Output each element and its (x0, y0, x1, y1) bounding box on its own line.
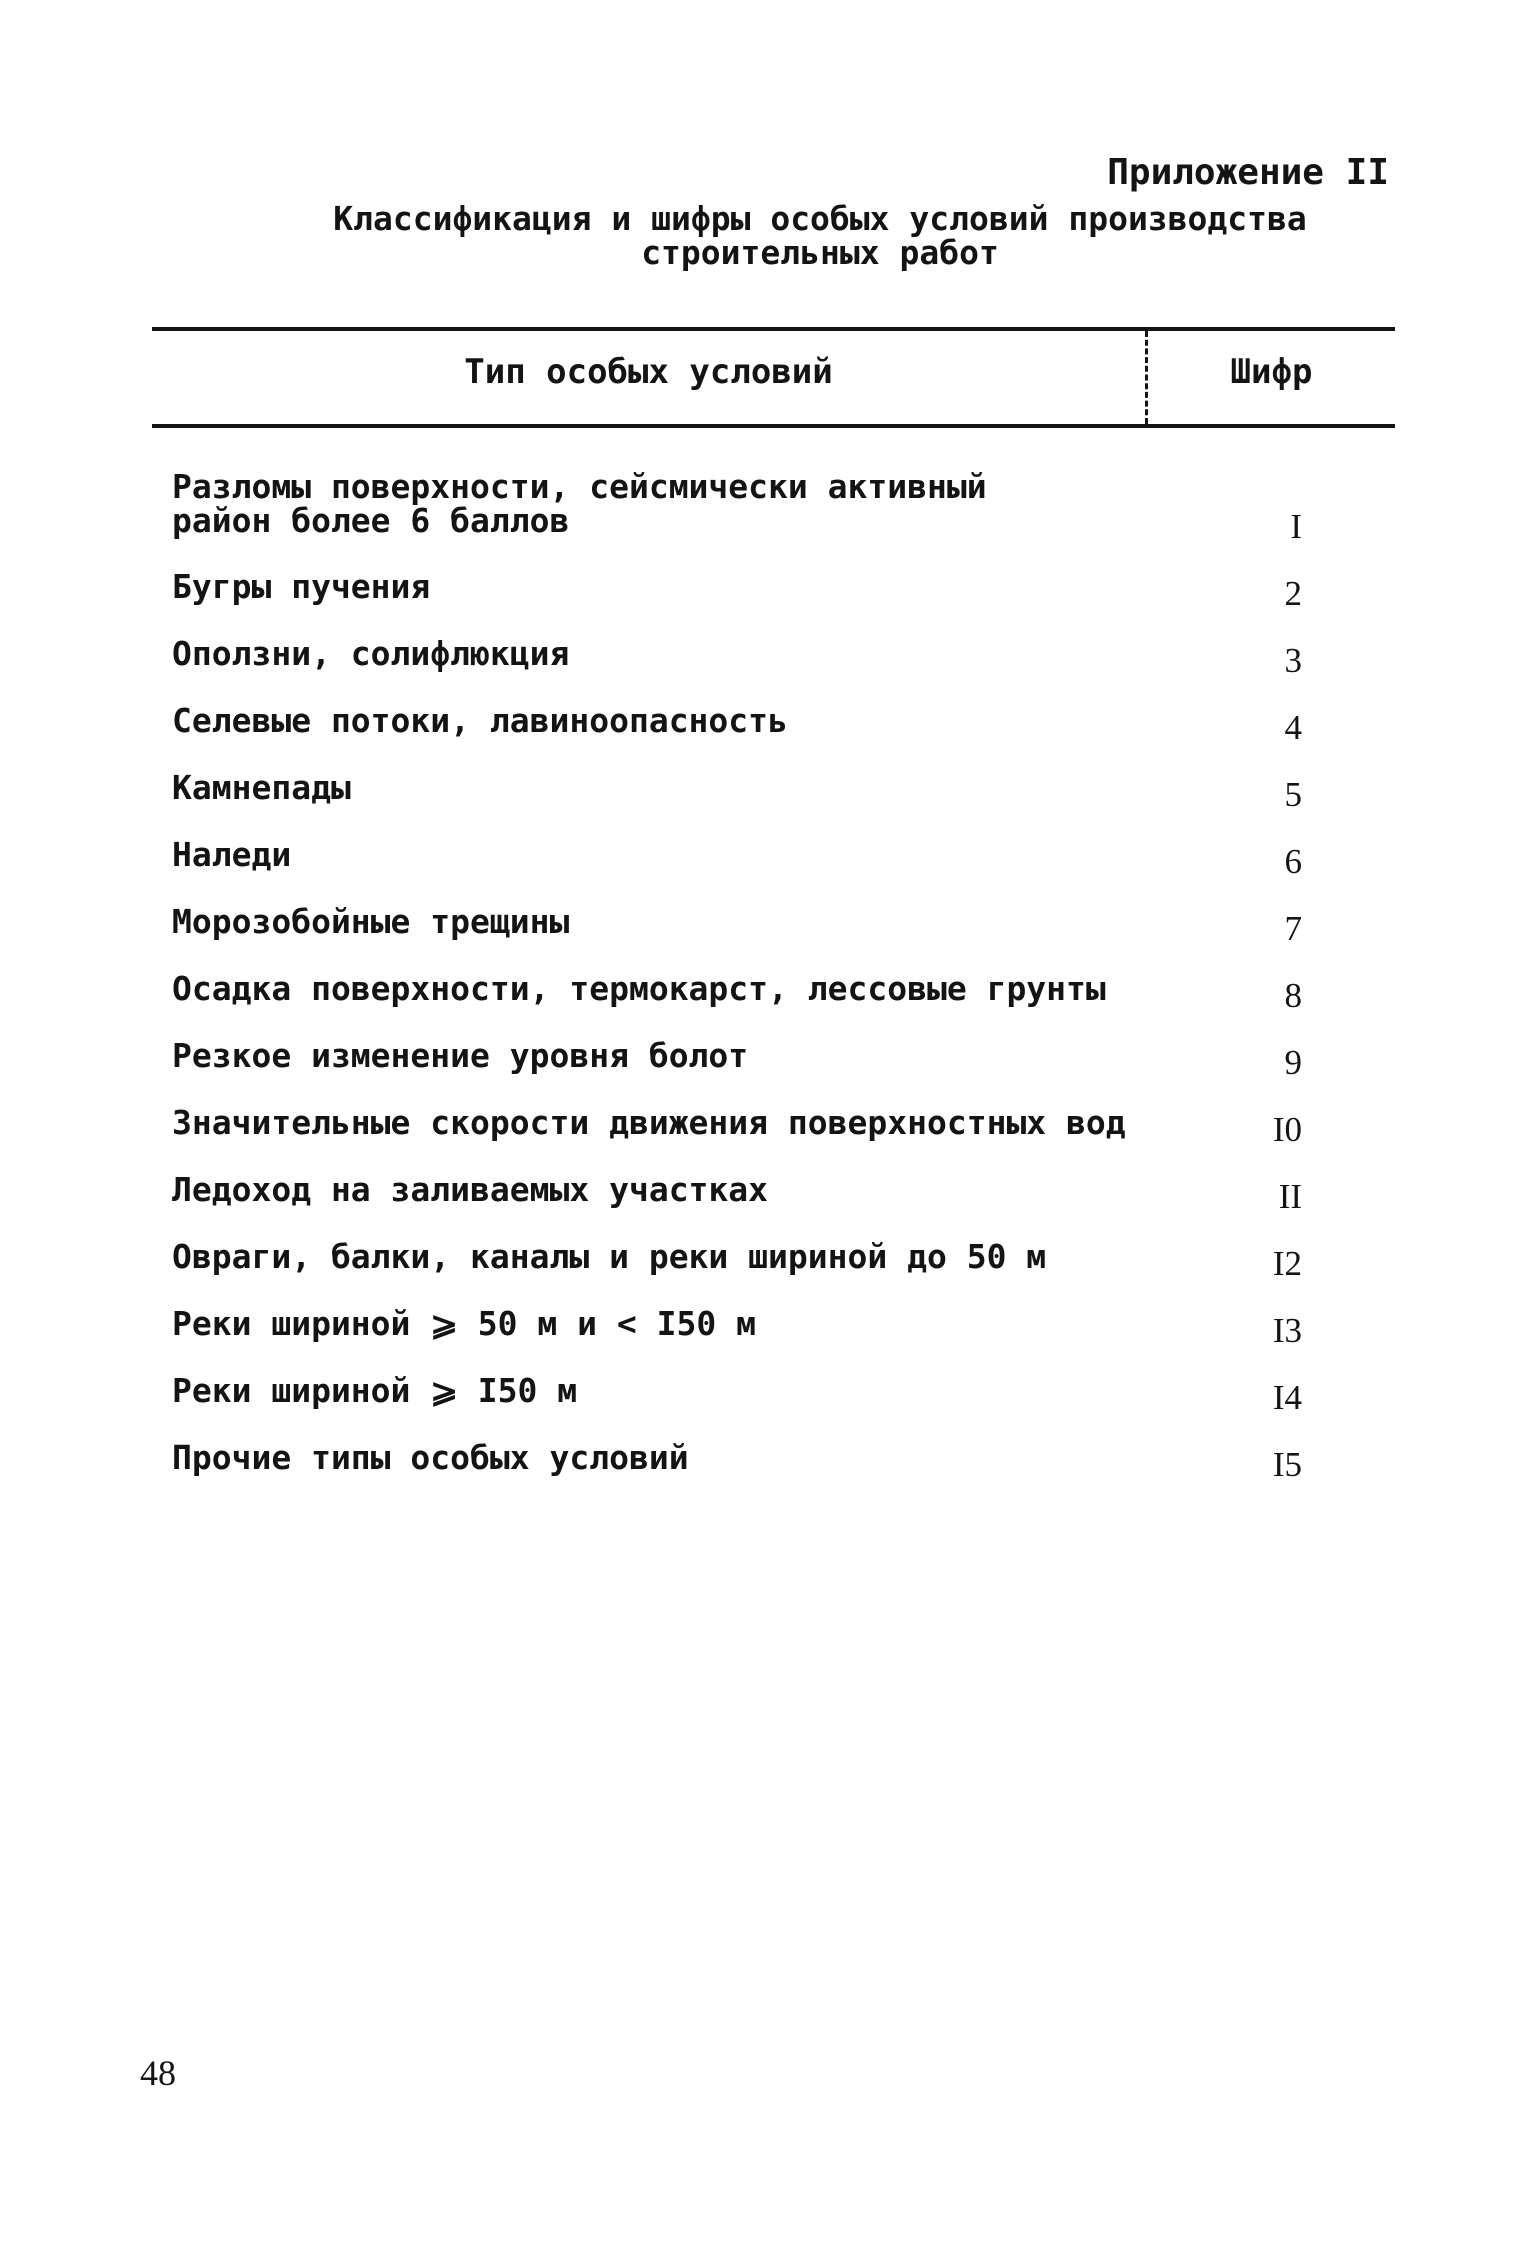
table-row (172, 902, 1352, 972)
condition-code: 3 (1284, 641, 1302, 680)
condition-code: 9 (1284, 1043, 1302, 1082)
condition-name: Осадка поверхности, термокарст, лессовые грунты (172, 969, 1106, 1008)
table-row (172, 1371, 1352, 1441)
column-header-code: Шифр (1230, 352, 1313, 392)
condition-name: Резкое изменение уровня болот (172, 1036, 749, 1075)
condition-code: I4 (1272, 1378, 1302, 1417)
condition-code: 6 (1284, 842, 1302, 881)
table-row (172, 835, 1352, 905)
condition-name: Оползни, солифлюкция (172, 634, 570, 673)
condition-name: Реки шириной ⩾ 50 м и < I50 м (172, 1304, 756, 1343)
table-row (172, 1438, 1352, 1508)
condition-code: 8 (1284, 976, 1302, 1015)
condition-name: Наледи (172, 835, 292, 874)
table-row (172, 467, 1352, 570)
condition-name: Бугры пучения (172, 567, 431, 606)
table-body (172, 467, 1352, 1508)
document-title (300, 199, 1340, 272)
condition-code: 4 (1284, 708, 1302, 747)
condition-name: Овраги, балки, каналы и реки шириной до 50 м (172, 1237, 1047, 1276)
page-number: 48 (140, 2053, 176, 2093)
table-row (172, 634, 1352, 704)
condition-code: I5 (1272, 1445, 1302, 1484)
condition-code: I0 (1272, 1110, 1302, 1149)
condition-name: Прочие типы особых условий (172, 1438, 689, 1477)
table-row (172, 1170, 1352, 1240)
condition-code: 2 (1284, 574, 1302, 613)
condition-name: Морозобойные трещины (172, 902, 570, 941)
condition-name: Значительные скорости движения поверхностных вод (172, 1103, 1126, 1142)
condition-code: I3 (1272, 1311, 1302, 1350)
condition-code: II (1278, 1177, 1302, 1216)
condition-name: Селевые потоки, лавиноопасность (172, 701, 788, 740)
condition-code: 5 (1284, 775, 1302, 814)
table-row (172, 701, 1352, 771)
table-row (172, 1304, 1352, 1374)
table-header-rule (152, 424, 1395, 428)
condition-code: I2 (1272, 1244, 1302, 1283)
condition-name: Реки шириной ⩾ I50 м (172, 1371, 578, 1410)
table-row (172, 1237, 1352, 1307)
title-line-2: строительных работ (641, 233, 999, 272)
table-row (172, 768, 1352, 838)
table-row (172, 1036, 1352, 1106)
table-top-rule (152, 327, 1395, 331)
appendix-label: Приложение II (1107, 152, 1389, 193)
condition-code: I (1290, 507, 1302, 546)
column-header-type: Тип особых условий (464, 352, 833, 392)
table-row (172, 969, 1352, 1039)
table-row (172, 567, 1352, 637)
condition-code: 7 (1284, 909, 1302, 948)
condition-name: Ледоход на заливаемых участках (172, 1170, 769, 1209)
title-line-1: Классификация и шифры особых условий производства (333, 199, 1307, 238)
condition-name: Камнепады (172, 768, 351, 807)
table-row (172, 1103, 1352, 1173)
condition-name: Разломы поверхности, сейсмически активный район более 6 баллов (172, 467, 987, 540)
